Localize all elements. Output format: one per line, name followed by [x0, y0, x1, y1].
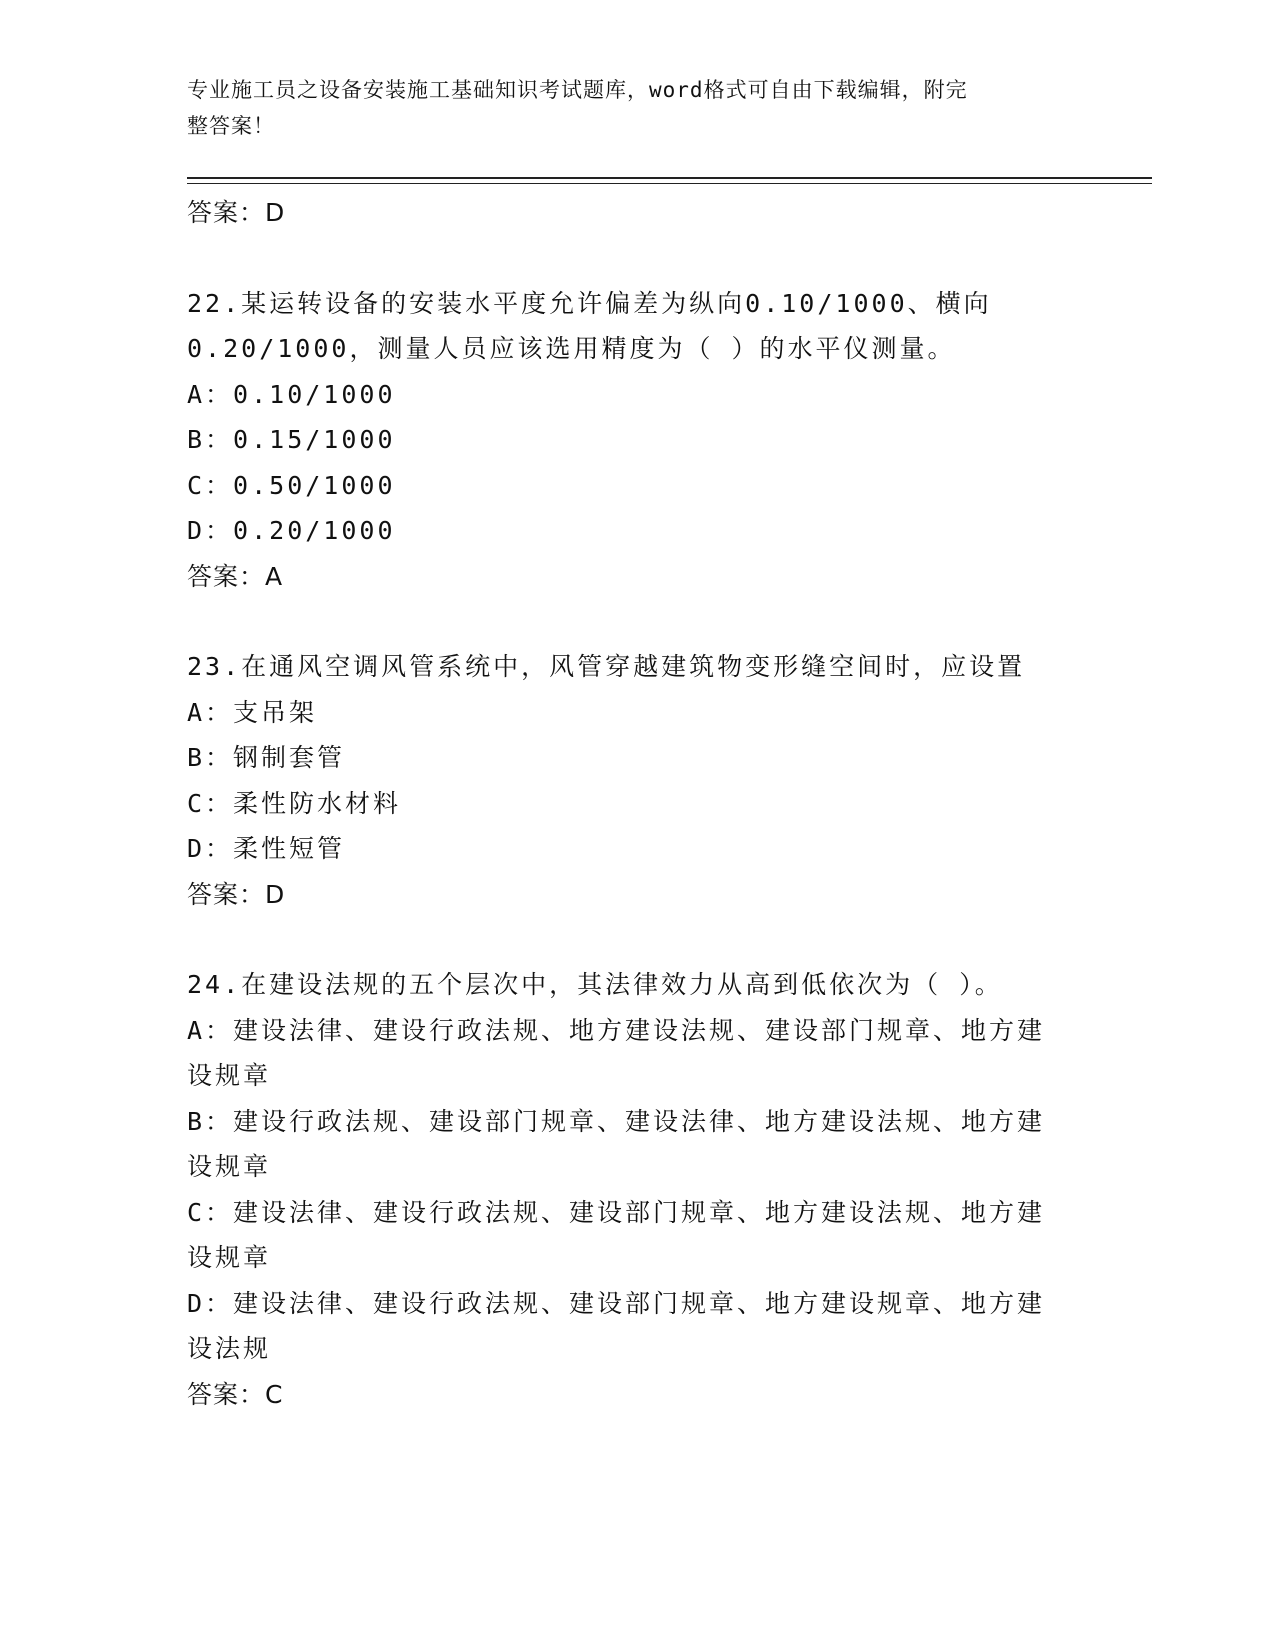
- document-header: [187, 72, 1067, 144]
- question-23-option-a: A：支吊架: [187, 697, 318, 727]
- question-22-option-b: B：0.15/1000: [187, 425, 396, 454]
- question-24-option-c-1: C：建设法律、建设行政法规、建设部门规章、地方建设法规、地方建: [187, 1197, 1046, 1227]
- header-line-2: 整答案！: [187, 114, 275, 138]
- question-23-option-c: C：柔性防水材料: [187, 788, 402, 818]
- question-23-option-d: D：柔性短管: [187, 834, 346, 863]
- header-rule-thick: [187, 177, 1152, 179]
- question-23-option-b: B：钢制套管: [187, 743, 346, 772]
- question-22: [187, 281, 1087, 600]
- spacer: [187, 236, 1087, 281]
- header-rule-thin: [187, 183, 1152, 184]
- spacer: [187, 917, 1087, 962]
- question-24-option-d-2: 设法规: [187, 1334, 272, 1363]
- question-22-option-c: C：0.50/1000: [187, 470, 396, 500]
- question-23: [187, 644, 1087, 917]
- question-22-option-a: A：0.10/1000: [187, 379, 396, 409]
- question-24-option-d-1: D：建设法律、建设行政法规、建设部门规章、地方建设规章、地方建: [187, 1288, 1046, 1318]
- question-22-stem-1: 22.某运转设备的安装水平度允许偏差为纵向0.10/1000、横向: [187, 288, 992, 318]
- question-24-option-b-2: 设规章: [187, 1152, 272, 1181]
- question-24-option-a-2: 设规章: [187, 1061, 272, 1090]
- question-24: [187, 962, 1087, 1417]
- question-24-option-a-1: A：建设法律、建设行政法规、地方建设法规、建设部门规章、地方建: [187, 1015, 1046, 1045]
- question-23-stem: 23.在通风空调风管系统中，风管穿越建筑物变形缝空间时，应设置: [187, 652, 1026, 681]
- question-22-answer: 答案：A: [187, 561, 284, 591]
- question-23-answer: 答案：D: [187, 879, 286, 909]
- question-22-option-d: D：0.20/1000: [187, 516, 396, 545]
- question-24-stem: 24.在建设法规的五个层次中，其法律效力从高到低依次为（ ）。: [187, 970, 1003, 999]
- question-22-stem-2: 0.20/1000，测量人员应该选用精度为（ ）的水平仪测量。: [187, 334, 956, 363]
- spacer: [187, 599, 1087, 644]
- document-body: [187, 190, 1087, 1417]
- previous-answer: 答案：D: [187, 198, 286, 227]
- question-24-answer: 答案：C: [187, 1379, 284, 1409]
- question-24-option-c-2: 设规章: [187, 1243, 272, 1272]
- header-line-1: 专业施工员之设备安装施工基础知识考试题库，word格式可自由下载编辑，附完: [187, 78, 968, 102]
- question-24-option-b-1: B：建设行政法规、建设部门规章、建设法律、地方建设法规、地方建: [187, 1106, 1046, 1136]
